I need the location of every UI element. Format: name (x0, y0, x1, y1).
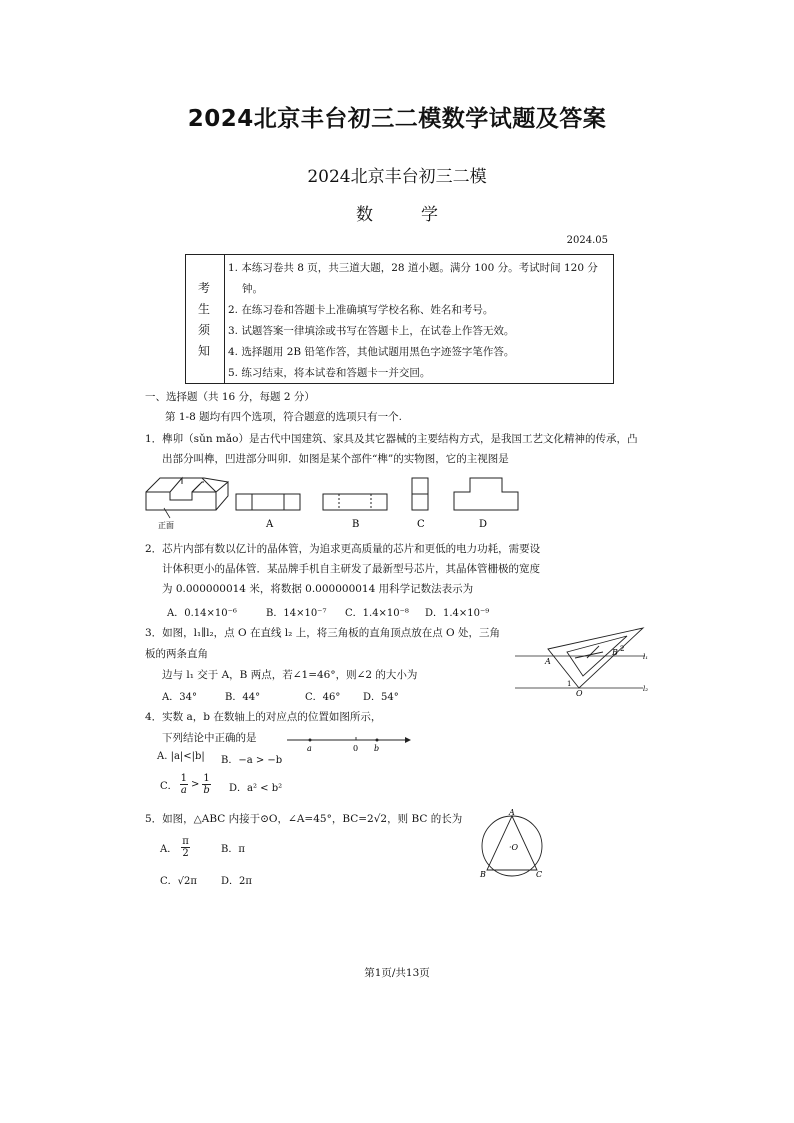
label-a: A (545, 657, 551, 666)
denominator: 2 (182, 848, 189, 859)
section-instruction: 第 1-8 题均有四个选项，符合题意的选项只有一个. (165, 411, 402, 423)
fraction-1-over-b (202, 773, 210, 796)
question-5-text: 5．如图，△ABC 内接于⊙O，∠A=45°，BC=2√2，则 BC 的长为 (145, 813, 463, 825)
question-2-text: 计体积更小的晶体管．某品牌手机自主研发了最新型号芯片，其晶体管栅极的宽度 (162, 563, 540, 575)
option-d-figure (454, 478, 518, 510)
option-c-prefix: C． (160, 781, 178, 792)
number-line-figure (287, 734, 412, 754)
numerator: π (182, 836, 189, 847)
label-l1: l₁ (643, 653, 649, 661)
vertex-a-label: A (509, 808, 515, 817)
question-2-option-c: C．1.4×10⁻⁸ (345, 608, 409, 619)
option-b-figure (323, 494, 387, 510)
exam-notice-box (185, 254, 614, 384)
option-b-label: B (352, 519, 360, 530)
numerator: 1 (180, 773, 188, 784)
notice-side-char: 须 (198, 323, 211, 337)
notice-item: 3. 试题答案一律填涂或书写在答题卡上，在试卷上作答无效。 (228, 325, 515, 337)
question-2-option-b: B．14×10⁻⁷ (266, 608, 327, 619)
fraction-1-over-a (180, 773, 188, 796)
notice-side-char: 生 (198, 302, 211, 316)
notice-item: 4. 选择题用 2B 铅笔作答，其他试题用黑色字迹签字笔作答。 (228, 346, 515, 358)
exam-title: 2024北京丰台初三二模 (307, 167, 487, 187)
question-3-text: 板的两条直角 (145, 648, 208, 660)
triangle-ruler (548, 628, 643, 688)
angle-1-label: 1 (567, 680, 572, 688)
subject-char-1: 数 (356, 205, 373, 225)
front-label: 正面 (158, 521, 174, 530)
notice-side-char: 考 (198, 281, 211, 295)
option-d-label: D (479, 519, 488, 530)
question-2-text: 2．芯片内部有数以亿计的晶体管，为追求更高质量的芯片和更低的电力功耗，需要设 (145, 543, 541, 555)
question-5-option-d: D．2π (221, 876, 252, 887)
label-o: O (576, 689, 583, 698)
question-3-text: 边与 l₁ 交于 A，B 两点，若∠1=46°，则∠2 的大小为 (162, 669, 418, 681)
question-3-option-a: A．34° (162, 692, 197, 703)
tenon-object-figure (146, 478, 228, 510)
subject-char-2: 学 (421, 205, 438, 225)
question-5-figure (475, 808, 555, 880)
question-5-option-a (160, 836, 190, 859)
notice-item: 2. 在练习卷和答题卡上准确填写学校名称、姓名和考号。 (228, 304, 494, 316)
center-o-label: ·O (509, 843, 519, 852)
option-c-figure (412, 478, 428, 510)
denominator: b (203, 785, 210, 796)
question-4-text: 4．实数 a，b 在数轴上的对应点的位置如图所示， (145, 711, 382, 723)
notice-item: 5. 练习结束，将本试卷和答题卡一并交回。 (228, 367, 431, 379)
fraction-pi-over-2 (181, 836, 190, 859)
option-a-figure (236, 494, 300, 510)
option-c-label: C (417, 519, 425, 530)
question-3-option-d: D．54° (363, 692, 399, 703)
document-title: 2024北京丰台初三二模数学试题及答案 (187, 106, 607, 132)
greater-than: > (191, 779, 200, 790)
section-heading: 一、选择题（共 16 分，每题 2 分） (145, 391, 315, 403)
notice-side-char: 知 (198, 344, 211, 358)
label-b: B (612, 648, 618, 657)
vertex-c-label: C (536, 870, 543, 879)
subject-title (0, 200, 794, 225)
question-4-option-a: A. |a|<|b| (157, 751, 205, 762)
question-2-text: 为 0.000000014 米，将数据 0.000000014 用科学记数法表示为 (162, 583, 474, 595)
question-4-option-d: D．a² < b² (229, 783, 283, 794)
label-l2: l₂ (643, 685, 649, 693)
question-1-text: 出部分叫榫，凹进部分叫卯．如图是某个部件“榫”的实物图，它的主视图是 (162, 453, 509, 465)
question-4-text: 下列结论中正确的是 (162, 732, 257, 744)
exam-date: 2024.05 (566, 235, 608, 246)
notice-items (228, 258, 608, 384)
page-number: 第1页/共13页 (364, 967, 430, 979)
notice-item: 1. 本练习卷共 8 页，共三道大题，28 道小题。满分 100 分。考试时间 120 分 (228, 262, 598, 274)
question-2-option-a: A．0.14×10⁻⁶ (167, 608, 237, 619)
notice-side-label (186, 255, 225, 383)
point-a-label: a (307, 744, 312, 753)
option-a-prefix: A． (160, 844, 178, 855)
point-b-label: b (374, 744, 380, 753)
origin-label: 0 (353, 744, 359, 753)
option-a-label: A (266, 519, 274, 530)
question-3-text: 3．如图，l₁∥l₂，点 O 在直线 l₂ 上，将三角板的直角顶点放在点 O 处，三角 (145, 627, 500, 639)
angle-2-label: 2 (620, 645, 625, 653)
question-5-option-b: B．π (221, 844, 245, 855)
question-3-option-b: B．44° (225, 692, 261, 703)
numerator: 1 (203, 773, 210, 784)
question-4-option-c (160, 773, 213, 796)
vertex-b-label: B (480, 870, 486, 879)
question-1-text: 1．榫卯（sǔn mǎo）是古代中国建筑、家具及其它器械的主要结构方式，是我国工艺文化精神的传承，凸 (145, 433, 638, 445)
question-2-option-d: D．1.4×10⁻⁹ (425, 608, 490, 619)
notice-item: 钟。 (242, 283, 263, 295)
denominator: a (180, 785, 187, 796)
question-3-figure (515, 622, 655, 697)
question-4-option-b: B．−a > −b (221, 755, 283, 766)
question-5-option-c: C．√2π (160, 876, 197, 887)
question-3-option-c: C．46° (305, 692, 341, 703)
question-1-figure (140, 470, 540, 535)
